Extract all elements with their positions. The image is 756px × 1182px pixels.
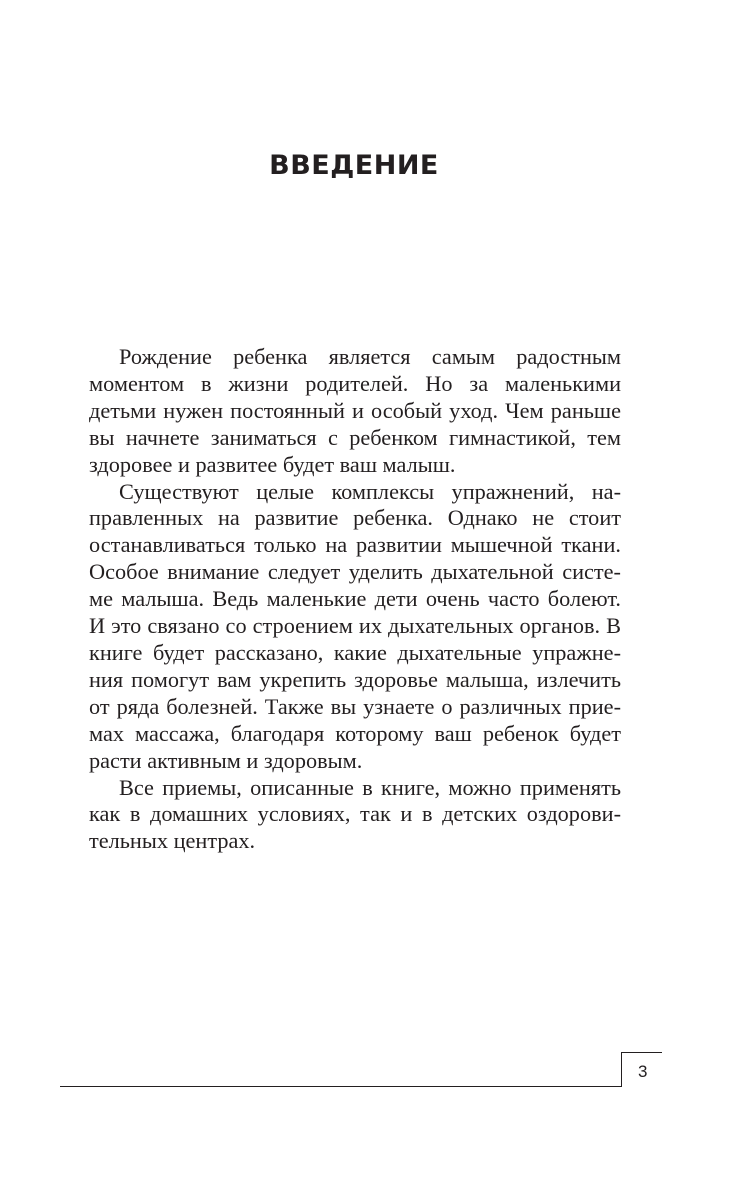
- text-line: от ряда болезней. Также вы узнаете о различных прие-: [89, 693, 621, 719]
- text-line: как в домашних условиях, так и в детских оздорови-: [89, 801, 621, 827]
- text-line: расти активным и здоровым.: [89, 747, 363, 773]
- text-line: моментом в жизни родителей. Но за маленькими: [89, 370, 621, 396]
- text-line: тельных центрах.: [89, 828, 256, 854]
- text-line: ме малыша. Ведь маленькие дети очень часто болеют.: [89, 586, 621, 612]
- text-line: Рождение ребенка является самым радостным: [119, 344, 621, 369]
- text-line: вы начнете заниматься с ребенком гимнастикой, тем: [89, 424, 621, 450]
- text-line: Особое внимание следует уделить дыхательной систе-: [89, 559, 621, 585]
- footer-rule: [60, 1086, 622, 1087]
- text-line: Все приемы, описанные в книге, можно применять: [119, 774, 621, 800]
- text-line: здоровее и развитее будет ваш малыш.: [89, 451, 456, 477]
- page-number: 3: [638, 1062, 648, 1081]
- text-line: правленных на развитие ребенка. Однако не стоит: [89, 505, 621, 531]
- body-text: [89, 344, 621, 855]
- text-line: ния помогут вам укрепить здоровье малыша, излечить: [89, 666, 621, 692]
- text-line: останавливаться только на развитии мышечной ткани.: [89, 532, 621, 558]
- chapter-title: ВВЕДЕНИЕ: [269, 150, 439, 181]
- text-line: И это связано со строением их дыхательных органов. В: [89, 613, 621, 639]
- text-line: Существуют целые комплексы упражнений, на-: [119, 478, 621, 504]
- text-line: мах массажа, благодаря которому ваш ребенок будет: [89, 720, 621, 746]
- text-line: книге будет рассказано, какие дыхательные упражне-: [89, 639, 621, 665]
- text-line: детьми нужен постоянный и особый уход. Чем раньше: [89, 397, 621, 423]
